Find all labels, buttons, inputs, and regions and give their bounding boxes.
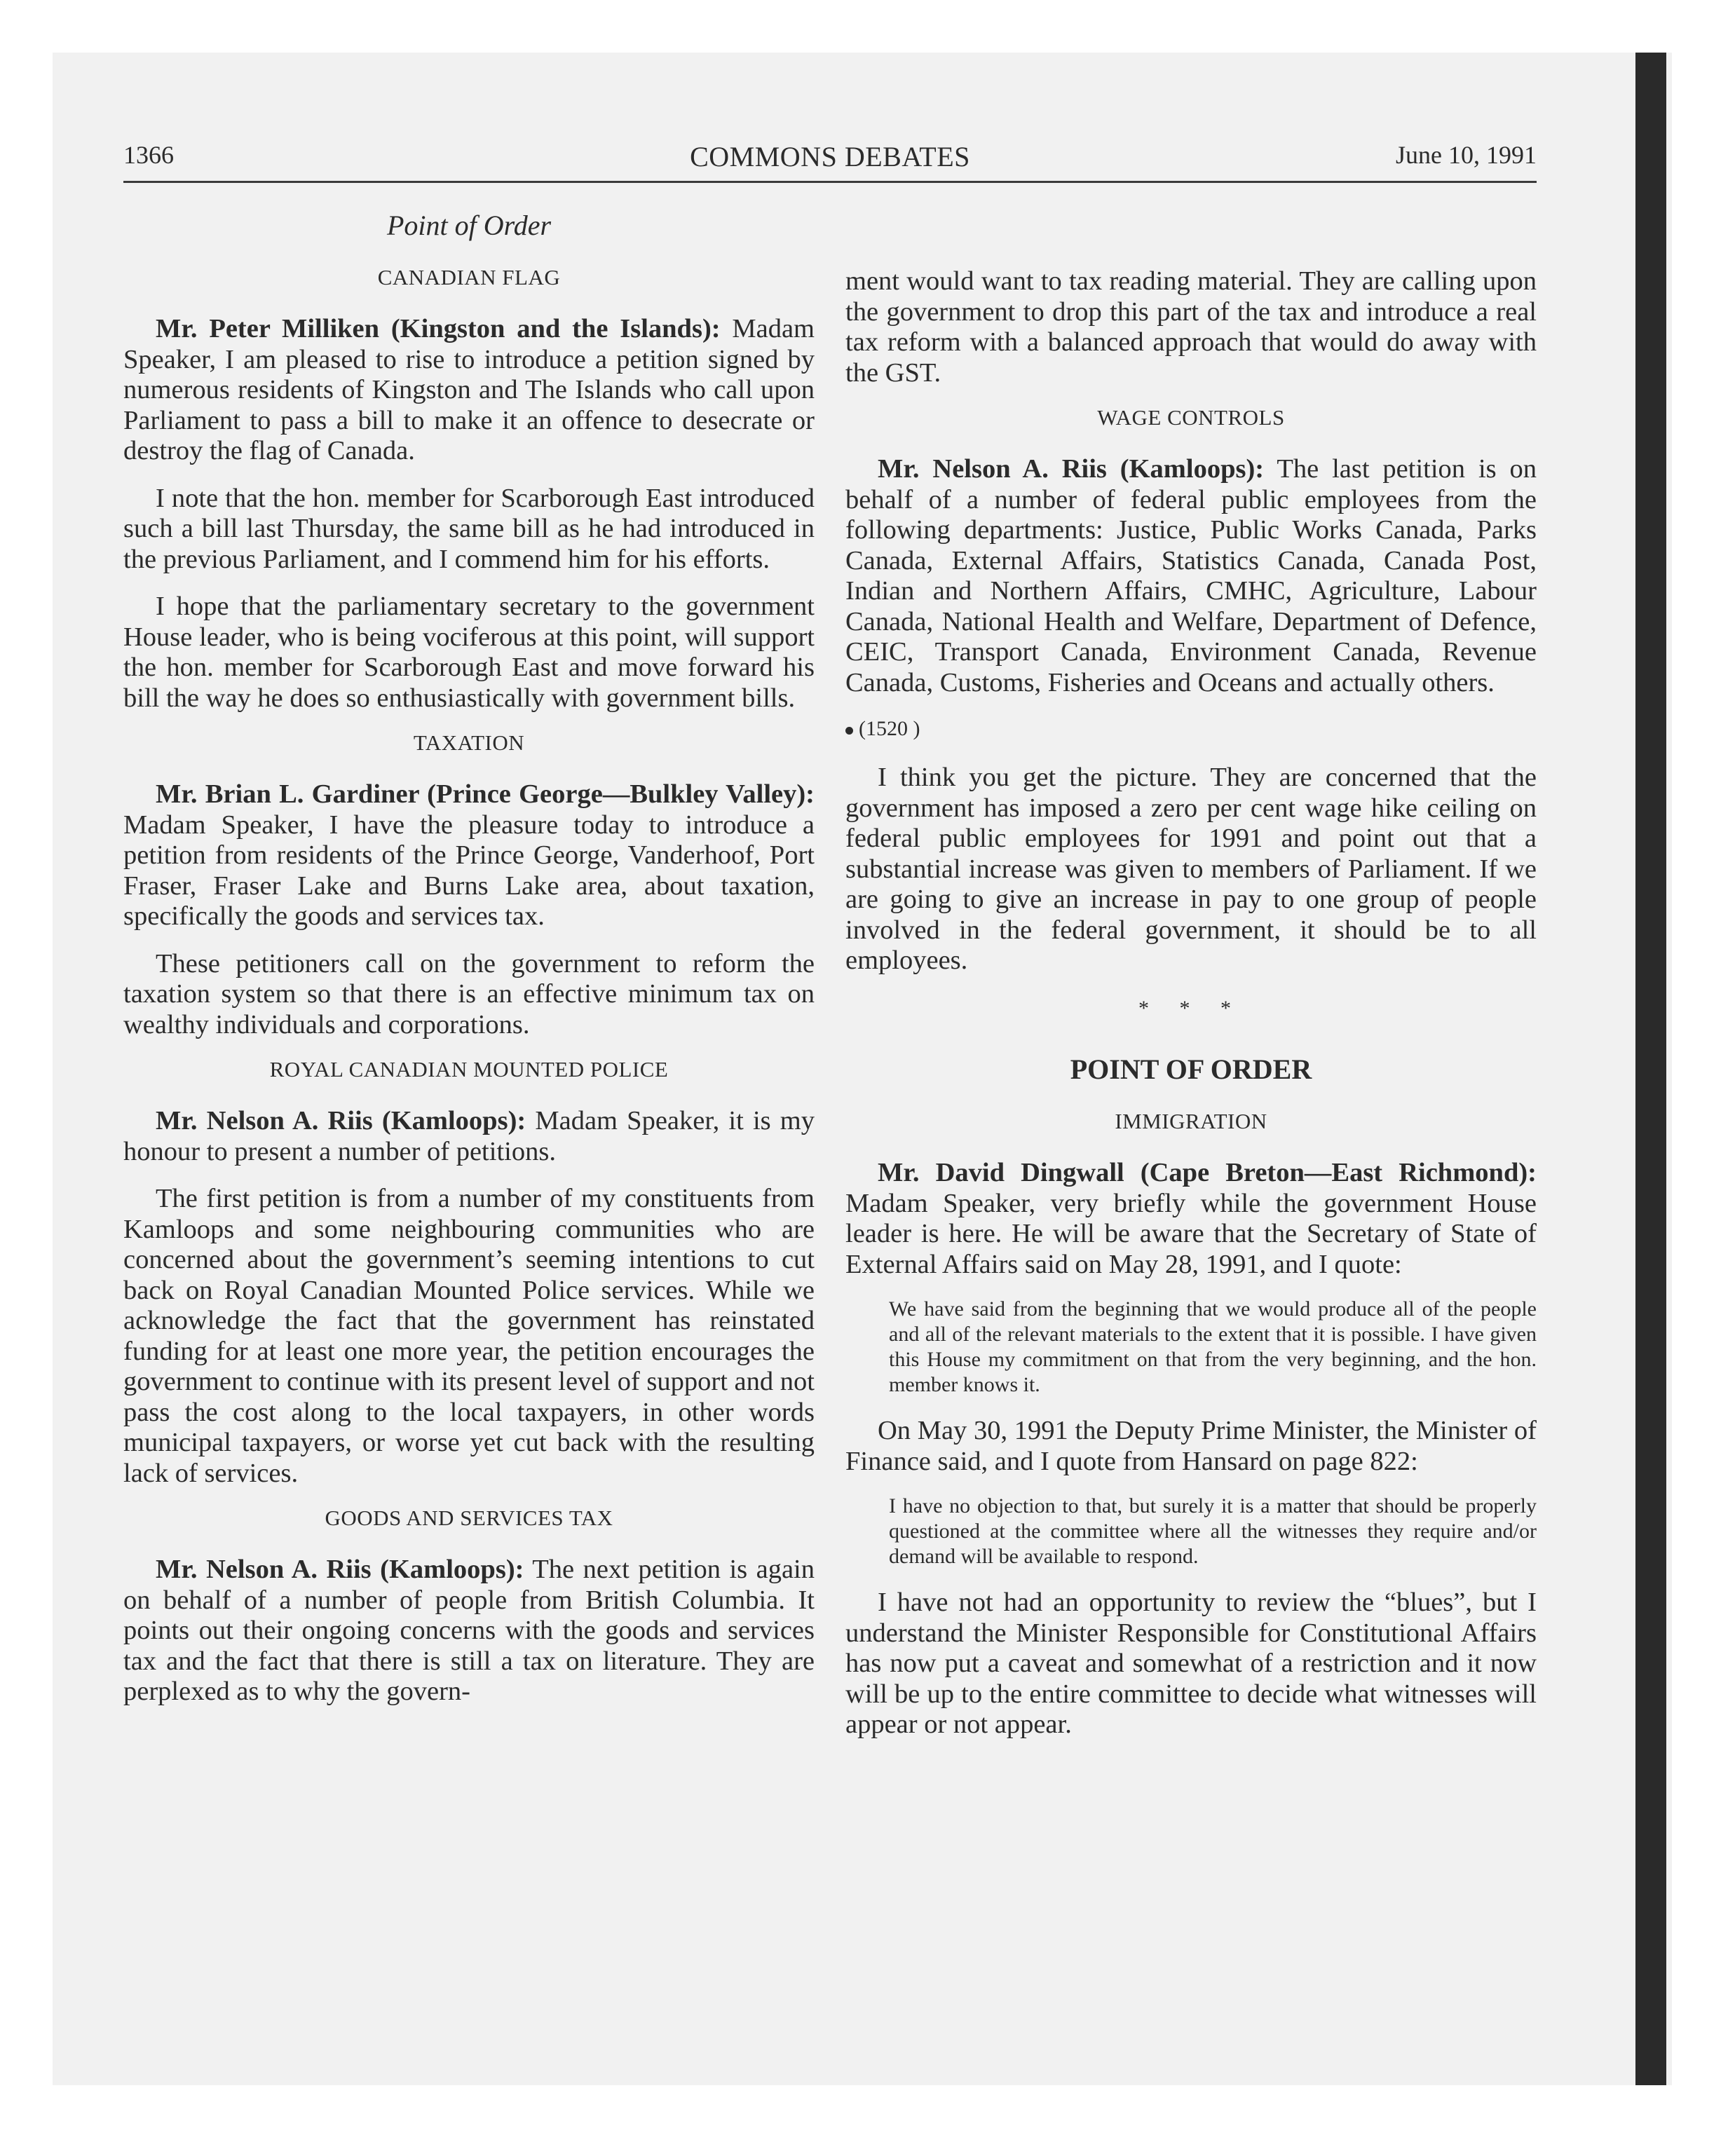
heading-taxation: TAXATION — [413, 730, 525, 755]
time-marker-text: (1520 ) — [859, 717, 920, 740]
page-header — [123, 139, 1537, 183]
paragraph-text: Madam Speaker, very briefly while the government House leader is here. He will be aware that the Secretary of State of External Affairs said on May 28, 1991, and I quote: — [845, 1188, 1537, 1279]
block-quote-2: I have no objection to that, but surely it is a matter that should be properly questioned at the committee where all the witnesses they require and/or demand will be available to respond. — [889, 1494, 1537, 1568]
heading-wage-controls: WAGE CONTROLS — [1097, 405, 1285, 430]
paragraph-text: Madam Speaker, I am pleased to rise to introduce a petition signed by numerous residents of Kingston and The Islands who call upon Parliament to pass a bill to make it an offence to desecrate or destroy the flag of Canada. — [123, 314, 815, 465]
speaker-name: Mr. David Dingwall (Cape Breton—East Richmond): — [878, 1158, 1537, 1187]
heading-immigration: IMMIGRATION — [1115, 1109, 1267, 1133]
paragraph-gardiner-2: These petitioners call on the government to reform the taxation system so that there is an effective minimum tax on wealthy individuals and corporations. — [123, 948, 815, 1039]
paragraph-milliken-3: I hope that the parliamentary secretary to the government House leader, who is being vociferous at this point, will support the hon. member for Scarborough East and move forward his bill the way he does so enthusiastically with government bills. — [123, 592, 815, 713]
block-quote-1: We have said from the beginning that we would produce all of the people and all of the relevant materials to the extent that it is possible. I have given this House my commitment on that from the very beginning, and the hon. member knows it. — [889, 1297, 1537, 1396]
paragraph-dingwall-2: On May 30, 1991 the Deputy Prime Minister, the Minister of Finance said, and I quote from Hansard on page 822: — [845, 1416, 1537, 1476]
section-title: Point of Order — [386, 210, 552, 241]
publication-title: COMMONS DEBATES — [690, 141, 970, 172]
speaker-name: Mr. Nelson A. Riis (Kamloops): — [156, 1555, 524, 1584]
right-column — [845, 266, 1537, 1757]
paragraph-riis-1 — [123, 1106, 815, 1167]
paragraph-text: Madam Speaker, it is my honour to present a number of petitions. — [123, 1106, 815, 1166]
paragraph-dingwall-3: I have not had an opportunity to review the “blues”, but I understand the Minister Responsible for Constitutional Affairs has now put a caveat and somewhat of a restriction and it now will be up to the entire committee to decide what witnesses will appear or not appear. — [845, 1588, 1537, 1739]
paragraph-riis-2: The first petition is from a number of my constituents from Kamloops and some neighbouring communities who are concerned about the government’s seeming intentions to cut back on Royal Canadian Mounted Police services. While we acknowledge the fact that the government has reinstated funding for at least one more year, the petition encourages the government to continue with its present level of support and not pass the cost along to the local taxpayers, in other words municipal taxpayers, or worse yet cut back with the resulting lack of services. — [123, 1184, 815, 1488]
speaker-name: Mr. Peter Milliken (Kingston and the Islands): — [156, 314, 721, 343]
paragraph-dingwall-1 — [845, 1158, 1537, 1280]
speaker-name: Mr. Nelson A. Riis (Kamloops): — [878, 454, 1265, 484]
paragraph-text: Madam Speaker, I have the pleasure today to introduce a petition from residents of the Prince George, Vanderhoof, Port Fraser, Fraser Lake and Burns Lake area, about taxation, specifically the goods and services tax. — [123, 810, 815, 931]
speaker-name: Mr. Brian L. Gardiner (Prince George—Bulkley Valley): — [156, 779, 815, 809]
paragraph-text: The last petition is on behalf of a number of federal public employees from the following departments: Justice, Public Works Canada, Parks Canada, External Affairs, Statistics Canada, Canada Post, Indian and Northern Affairs, CMHC, Agriculture, Labour Canada, National Health and Welfare, Department of Defence, CEIC, Transport Canada, Environment Canada, Revenue Canada, Customs, Fisheries and Oceans and actually others. — [845, 454, 1537, 697]
heading-canadian-flag: CANADIAN FLAG — [377, 265, 561, 289]
separator-stars: * * * — [1138, 996, 1244, 1020]
paragraph-riis-3 — [123, 1555, 815, 1707]
bullet-icon — [845, 727, 853, 735]
paragraph-milliken-1 — [123, 314, 815, 467]
paragraph-riis-4 — [845, 454, 1537, 698]
scan-edge-shadow — [1635, 53, 1666, 2085]
paragraph-gardiner-1 — [123, 779, 815, 932]
heading-point-of-order: POINT OF ORDER — [1070, 1053, 1312, 1085]
heading-rcmp: ROYAL CANADIAN MOUNTED POLICE — [269, 1057, 669, 1082]
time-marker — [845, 716, 1537, 742]
paragraph-riis-5: I think you get the picture. They are concerned that the government has imposed a zero per cent wage hike ceiling on federal public employees for 1991 and point out that a substantial increase was given to members of Parliament. If we are going to give an increase in pay to one group of people involved in the federal government, it should be to all employees. — [845, 763, 1537, 975]
paragraph-continuation: ment would want to tax reading material. They are calling upon the government to drop this part of the tax and introduce a real tax reform with a balanced approach that would do away with the GST. — [845, 266, 1537, 388]
left-column — [123, 210, 815, 1724]
speaker-name: Mr. Nelson A. Riis (Kamloops): — [156, 1106, 526, 1135]
heading-gst: GOODS AND SERVICES TAX — [325, 1506, 613, 1530]
page-number: 1366 — [123, 141, 174, 169]
paragraph-text: The next petition is again on behalf of a number of people from British Columbia. It points out their ongoing concerns with the goods and services tax and the fact that there is still a tax on literature. They are perplexed as to why the govern- — [123, 1555, 815, 1706]
page-date: June 10, 1991 — [1396, 141, 1537, 169]
paragraph-milliken-2: I note that the hon. member for Scarborough East introduced such a bill last Thursday, the same bill as he had introduced in the previous Parliament, and I commend him for his efforts. — [123, 483, 815, 574]
